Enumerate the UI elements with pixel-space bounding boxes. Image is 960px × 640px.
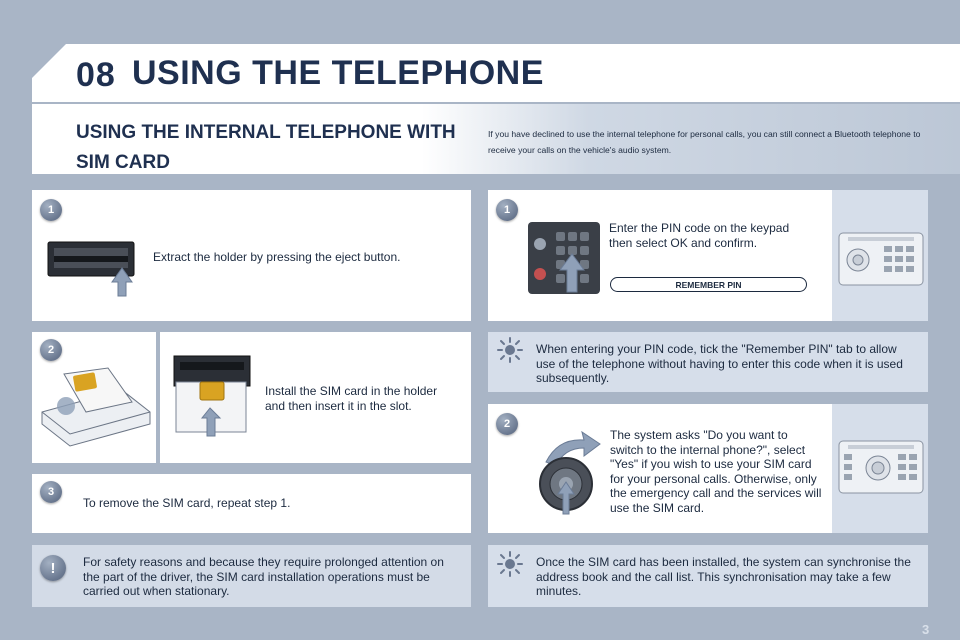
tip-lightbulb-icon bbox=[496, 550, 524, 578]
sim-holder-eject-illustration bbox=[44, 238, 140, 298]
audio-unit-thumbnail-illustration bbox=[838, 440, 924, 494]
left-step-3-text: To remove the SIM card, repeat step 1. bbox=[83, 496, 291, 510]
section-title: USING THE INTERNAL TELEPHONE WITH SIM CARD bbox=[76, 122, 456, 173]
sim-card-tray-illustration bbox=[36, 362, 154, 452]
step-badge: 1 bbox=[40, 199, 62, 221]
right-step-1-text: Enter the PIN code on the keypad then select OK and confirm. bbox=[609, 221, 790, 250]
right-step-2-text: The system asks "Do you want to switch to the internal phone?", select "Yes" if you wish to use your SIM card for your personal calls. Otherwise, only the emergency call and the services will use the SIM card. bbox=[610, 428, 822, 515]
phone-keypad-illustration bbox=[528, 222, 602, 296]
step-badge: 2 bbox=[496, 413, 518, 435]
step-badge: 2 bbox=[40, 339, 62, 361]
warning-icon: ! bbox=[40, 555, 66, 581]
sim-card-insert-illustration bbox=[170, 352, 256, 438]
tip-1-text: When entering your PIN code, tick the "Remember PIN" tab to allow use of the telephone without having to enter this code when it is used subsequently. bbox=[536, 342, 903, 385]
audio-unit-thumbnail-illustration bbox=[838, 232, 924, 286]
rotary-dial-illustration bbox=[532, 428, 612, 520]
left-step-2-text: Install the SIM card in the holder and then insert it in the slot. bbox=[265, 384, 438, 413]
page-title: USING THE TELEPHONE bbox=[132, 54, 544, 92]
remember-pin-button[interactable]: REMEMBER PIN bbox=[610, 277, 807, 292]
tip-lightbulb-icon bbox=[496, 336, 524, 364]
left-step-1-text: Extract the holder by pressing the eject button. bbox=[153, 250, 401, 264]
step-badge: 3 bbox=[40, 481, 62, 503]
intro-text: If you have declined to use the internal telephone for personal calls, you can still connect a Bluetooth telephone to receive your calls on the vehicle's audio system. bbox=[488, 129, 921, 155]
step-badge: 1 bbox=[496, 199, 518, 221]
warning-text: For safety reasons and because they require prolonged attention on the part of the driver, the SIM card installation operations must be carried out when stationary. bbox=[83, 555, 444, 598]
tip-2-text: Once the SIM card has been installed, the system can synchronise the address book and the call list. This synchronisation may take a few minutes. bbox=[536, 555, 911, 598]
chapter-number: 08 bbox=[76, 56, 116, 94]
page-number: 3 bbox=[922, 622, 930, 637]
